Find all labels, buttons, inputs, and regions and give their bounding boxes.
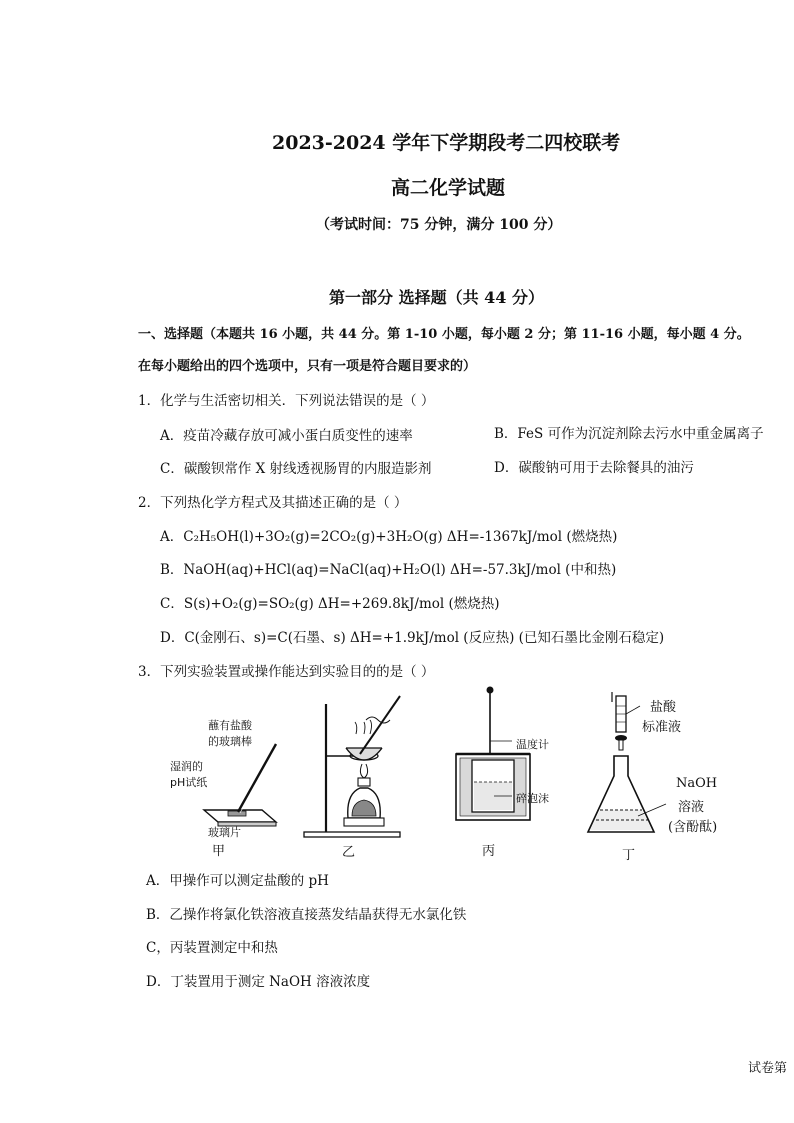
figure-bing-diagram — [450, 684, 540, 834]
question-2-option-a: A．C₂H₅OH(l)+3O₂(g)=2CO₂(g)+3H₂O(g) ΔH=-1367kJ/mol (燃烧热) — [160, 529, 618, 545]
question-3-stem: 3．下列实验装置或操作能达到实验目的的是（ ） — [138, 664, 435, 680]
question-3-option-c: C，丙装置测定中和热 — [146, 940, 278, 956]
figure-ding-label-base-3: (含酚酞) — [668, 820, 718, 835]
figure-jia-label-rod-1: 蘸有盐酸 — [208, 719, 252, 732]
figure-jia-label-plate: 玻璃片 — [208, 826, 241, 839]
question-2-option-c: C．S(s)+O₂(g)=SO₂(g) ΔH=+269.8kJ/mol (燃烧热) — [160, 596, 500, 612]
figure-jia-label-paper-2: pH试纸 — [170, 776, 208, 789]
question-3-option-d: D．丁装置用于测定 NaOH 溶液浓度 — [146, 974, 371, 990]
question-1-option-d: D．碳酸钠可用于去除餐具的油污 — [494, 460, 694, 476]
figure-jia-caption: 甲 — [212, 844, 226, 859]
figure-yi-caption: 乙 — [342, 845, 356, 860]
figure-ding-label-acid-2: 标准液 — [642, 720, 682, 735]
page-number-label: 试卷第 — [748, 1061, 788, 1076]
exam-title: 2023-2024 学年下学期段考二四校联考 — [272, 132, 621, 154]
figure-jia-diagram — [200, 740, 280, 830]
part1-instructions-line1: 一、选择题（本题共 16 小题，共 44 分。第 1-10 小题，每小题 2 分；第 11-16 小题，每小题 4 分。 — [138, 327, 750, 342]
part1-instructions-line2: 在每小题给出的四个选项中，只有一项是符合题目要求的） — [138, 359, 477, 374]
figure-ding-label-base-2: 溶液 — [678, 800, 705, 815]
figure-jia-label-paper-1: 湿润的 — [170, 760, 203, 773]
part1-heading: 第一部分 选择题（共 44 分） — [329, 288, 544, 307]
question-3-option-b: B．乙操作将氯化铁溶液直接蒸发结晶获得无水氯化铁 — [146, 907, 467, 923]
question-1-option-b: B．FeS 可作为沉淀剂除去污水中重金属离子 — [494, 426, 764, 442]
question-2-stem: 2．下列热化学方程式及其描述正确的是（ ） — [138, 495, 408, 511]
question-2-option-d: D．C(金刚石、s)=C(石墨、s) ΔH=+1.9kJ/mol (反应热) (已知石墨比金刚石稳定) — [160, 630, 665, 646]
question-1-stem: 1．化学与生活密切相关．下列说法错误的是（ ） — [138, 393, 435, 409]
figure-ding-label-acid-1: 盐酸 — [650, 700, 677, 715]
exam-subtitle: 高二化学试题 — [391, 177, 506, 199]
figure-bing-label-foam: 碎泡沫 — [516, 792, 549, 805]
question-3-option-a: A．甲操作可以测定盐酸的 pH — [146, 873, 329, 889]
question-1-option-a: A．疫苗冷藏存放可减小蛋白质变性的速率 — [160, 428, 413, 444]
exam-info: （考试时间：75 分钟，满分 100 分） — [316, 217, 562, 233]
figure-ding-label-base-1: NaOH — [676, 776, 718, 791]
figure-bing-label-thermometer: 温度计 — [516, 738, 549, 751]
figure-jia-label-rod-2: 的玻璃棒 — [208, 735, 252, 748]
figure-yi-diagram — [300, 694, 420, 844]
figure-bing-caption: 丙 — [482, 844, 496, 859]
question-2-option-b: B．NaOH(aq)+HCl(aq)=NaCl(aq)+H₂O(l) ΔH=-57.3kJ/mol (中和热) — [160, 562, 617, 578]
question-1-option-c: C．碳酸钡常作 X 射线透视肠胃的内服造影剂 — [160, 461, 432, 477]
figure-ding-caption: 丁 — [622, 848, 636, 863]
